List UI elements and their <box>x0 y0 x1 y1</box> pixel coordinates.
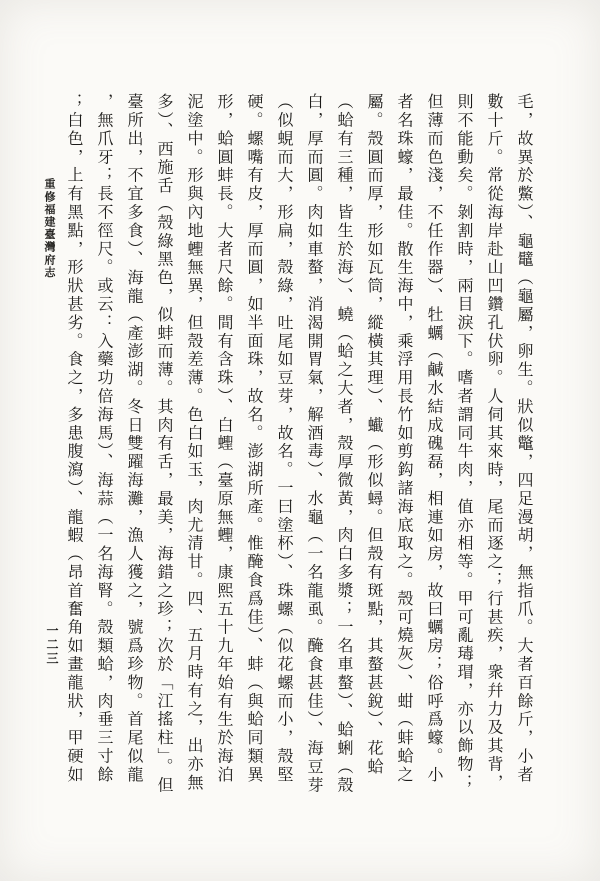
main-text-block <box>58 93 538 809</box>
book-title: 重修福建臺灣府志 <box>43 178 55 279</box>
text-column: 硬。螺嘴有皮，厚而圓，如半面珠，故名。澎湖所產。惟醃食爲佳）、蚌（與蛤同類異 <box>245 93 262 785</box>
text-column: 臺所出，不宜多食）、海龍（產澎湖。冬日雙躍海灘，漁人獲之，號爲珍物。首尾似龍 <box>125 93 142 785</box>
text-column: 泥塗中。形與內地蟶無異，但殼差薄。色白如玉，肉尤清甘。四、五月時有之，出亦無 <box>185 93 202 793</box>
text-column: 白，厚而圓。肉如車螯，消渴開胃氣，解酒毒）、水龜（一名龍虱。醃食甚佳）、海豆芽 <box>305 93 322 795</box>
text-column: （蛤有三種，皆生於海）、蟯（蛤之大者，殼厚微黃，肉白多漿；一名車螯）、蛤蜊（殼 <box>335 93 352 795</box>
text-column: 屬。殼圓而厚，形如瓦筒，縱橫其理）、蠘（形似蟳。但殼有斑點，其螯甚銳）、花蛤 <box>365 93 382 777</box>
text-column: 但薄而色淺，不任作器）、牡蠣（鹹水結成磈磊，相連如房，故曰蠣房；俗呼爲蠔。小 <box>425 93 442 785</box>
text-column: 毛，故異於鱉）、龜鼊（龜屬，卵生。狀似鼈，四足漫胡，無指爪。大者百餘斤，小者 <box>515 93 532 785</box>
text-column: （似蜆而大，形扁，殼綠，吐尾如豆芽，故名。一曰塗杯）、珠螺（似花螺而小，殼堅 <box>275 93 292 785</box>
text-column: 數十斤。常從海岸赴山凹鑽孔伏卵。人伺其來時，尾而逐之；行甚疾，衆幷力及其背， <box>485 93 502 793</box>
text-column: 者名珠蠔，最佳。散生海中，乘浮用長竹如剪鈎諸海底取之。殼可燒灰）、蚶（蚌蛤之 <box>395 93 412 785</box>
text-column: ；白色，上有黑點，形狀甚劣。食之，多患腹瀉）、龍蝦（昂首奮角如畫龍狀，甲硬如 <box>65 93 82 785</box>
page-number: 一二三 <box>45 624 59 666</box>
text-column: 則不能動矣。剝割時，兩目淚下。嗜者謂同牛肉，值亦相等。甲可亂瑇瑁，亦以飾物； <box>455 93 472 793</box>
text-column: 多）、西施舌（殼綠黑色，似蚌而薄。其肉有舌，最美，海錯之珍；次於「江搖柱」。但 <box>155 93 172 795</box>
text-column: 形，蛤圓蚌長。大者尺餘。間有含珠）、白蟶（臺原無蟶，康熙五十九年始有生於海泊 <box>215 93 232 785</box>
text-column: ，無爪牙；長不徑尺。或云：入藥功倍海馬）、海蒜（一名海腎。殼類蛤，肉垂三寸餘 <box>95 93 112 785</box>
